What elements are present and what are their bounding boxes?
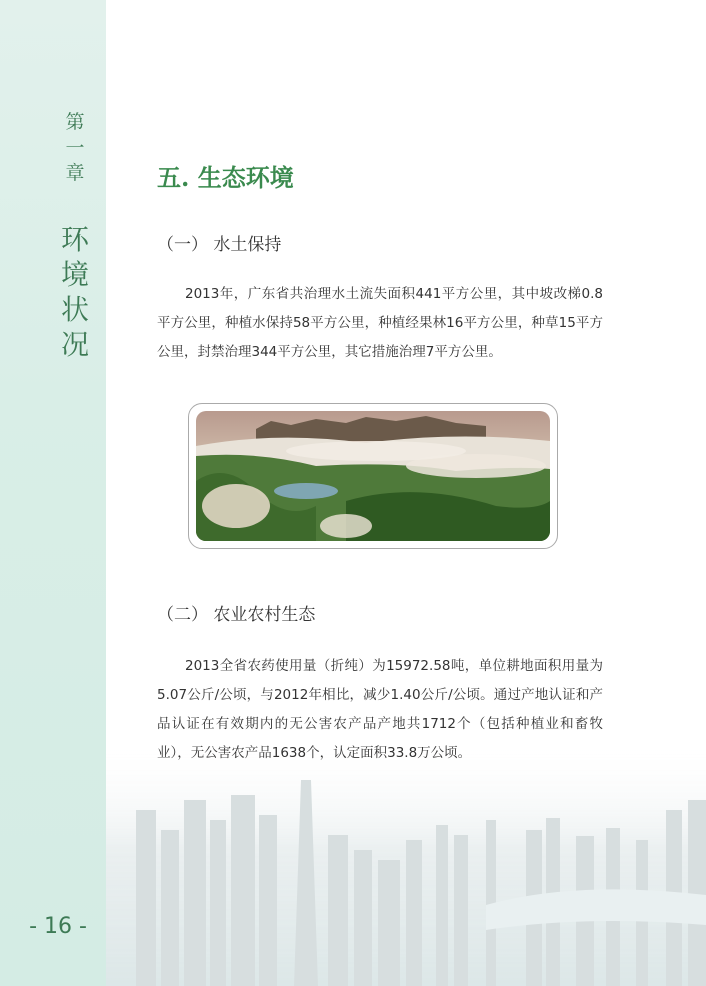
chapter-sidebar xyxy=(0,0,106,986)
chapter-char: 一 xyxy=(65,136,85,159)
chapter-char: 章 xyxy=(65,162,85,185)
section-title: 五. 生态环境 xyxy=(157,163,294,192)
chapter-char: 第 xyxy=(65,111,85,133)
page-number: - 16 - xyxy=(29,914,87,939)
paragraph-soil-conservation: 2013年，广东省共治理水土流失面积441平方公里，其中坡改梯0.8平方公里，种植水保持58平方公里，种植经果林16平方公里，种草15平方公里，封禁治理344平方公里，其它措施治理7平方公里。 xyxy=(157,286,603,360)
subsection-heading-soil: （一） 水土保持 xyxy=(157,235,282,255)
subsection-heading-agriculture: （二） 农业农村生态 xyxy=(157,605,316,625)
chapter-title-char: 环 xyxy=(60,223,89,256)
landscape-photo xyxy=(196,411,550,541)
city-skyline-illustration xyxy=(106,740,706,986)
chapter-title-char: 状 xyxy=(60,293,89,326)
landscape-photo-frame xyxy=(188,403,558,549)
chapter-title-char: 况 xyxy=(60,328,89,361)
chapter-label xyxy=(60,110,90,187)
paragraph-agriculture-ecology: 2013全省农药使用量（折纯）为15972.58吨，单位耕地面积用量为5.07公斤/公顷，与2012年相比，减少1.40公斤/公顷。通过产地认证和产品认证在有效期内的无公害农产品产地共1712个（包括种植业和畜牧业），无公害农产品1638个，认定面积33.8万公顷。 xyxy=(157,658,603,761)
chapter-title xyxy=(58,222,92,362)
chapter-title-char: 境 xyxy=(60,258,89,291)
